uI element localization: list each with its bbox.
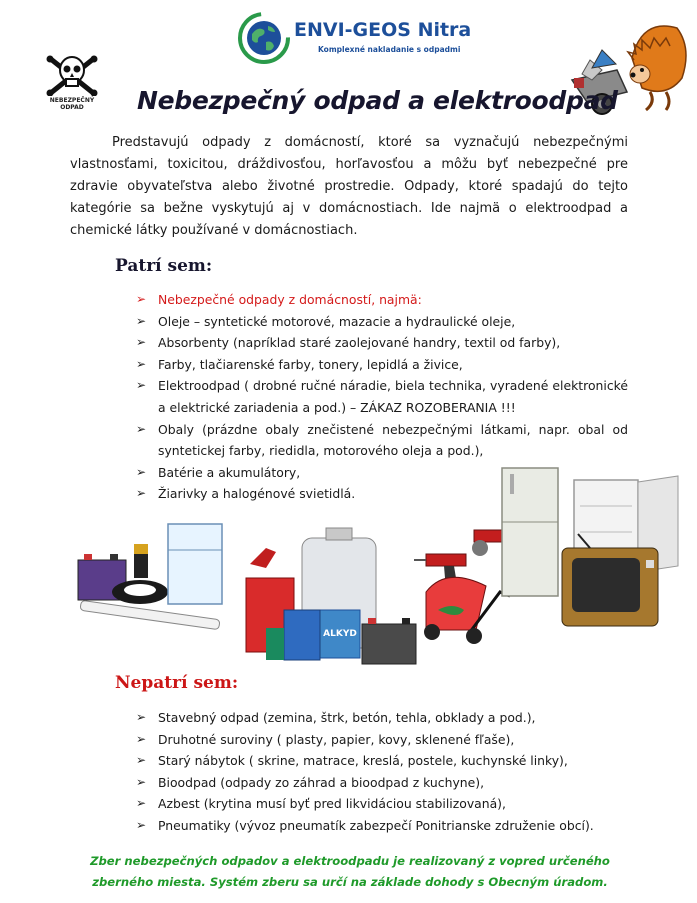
bullet-arrow-icon: ➢ [136,421,147,436]
skull-crossbones-icon [42,52,102,96]
bullet-arrow-icon: ➢ [136,313,147,328]
bullet-arrow-icon: ➢ [136,378,147,393]
bullet-arrow-icon: ➢ [136,796,147,811]
lawn-mower-icon [424,577,510,644]
page-title: Nebezpečný odpad a elektroodpad [137,86,618,115]
paint-can-icon [320,610,360,658]
bullet-arrow-icon: ➢ [136,731,147,746]
car-battery-icon [362,618,416,664]
television-icon [562,534,658,626]
bullet-arrow-icon: ➢ [136,292,147,306]
bullet-arrow-icon: ➢ [136,356,147,371]
list-item: ➢ Absorbenty (napríklad staré zaolejované handry, textil od farby), [136,332,628,354]
belongs-heading: Patrí sem: [115,256,213,276]
not-belongs-list [136,707,626,837]
footer-note: Zber nebezpečných odpadov a elektroodpadu je realizovaný z vopred určeného zberného miesta. Systém zberu sa určí na základe dohody s Obecným úradom. [90,854,610,889]
small-fridge-icon [168,524,222,604]
list-item: ➢ Žiarivky a halogénové svietidlá. [136,483,628,505]
jerrycan-icon [284,610,320,660]
brand-tagline: Komplexné nakladanie s odpadmi [318,45,461,54]
intro-paragraph: Predstavujú odpady z domácností, ktoré sa vyznačujú nebezpečnými vlastnosťami, toxicitou, dráždivosťou, horľavosťou a môžu byť nebezpečné pre zdravie obyvateľstva alebo životné prostredie. Odpady, ktoré spadajú do tejto kategórie sa bežne vyskytujú aj v domácnostiach. Ide najmä o elektroodpad a chemické látky používané v domácnostiach. [70,135,628,238]
container-label: ALKYD [323,629,357,639]
list-item: ➢ Nebezpečné odpady z domácností, najmä: [136,289,628,311]
company-logo [238,12,478,64]
bullet-arrow-icon: ➢ [136,817,147,832]
hazardous-waste-illustration [70,460,692,670]
list-item: ➢ Druhotné suroviny ( plasty, papier, kovy, sklenené fľaše), [136,729,626,751]
list-item: ➢ Stavebný odpad (zemina, štrk, betón, tehla, obklady a pod.), [136,707,626,729]
bullet-arrow-icon: ➢ [136,486,147,501]
hazard-label-line2: ODPAD [60,104,84,111]
globe-logo-icon [238,12,290,64]
bullet-arrow-icon: ➢ [136,753,147,768]
hazard-label-line1: NEBEZPEČNÝ [49,97,95,104]
list-item: ➢ Obaly (prázdne obaly znečistené nebezpečnými látkami, napr. obal od syntetickej farby, riedidla, motorového oleja a pod.), [136,419,628,462]
hazard-symbol [42,52,102,120]
list-item: ➢ Oleje – syntetické motorové, mazacie a hydraulické oleje, [136,311,628,333]
bullet-arrow-icon: ➢ [136,774,147,789]
list-item: ➢ Starý nábytok ( skrine, matrace, kreslá, postele, kuchynské linky), [136,750,626,772]
bullet-arrow-icon: ➢ [136,335,147,350]
list-item: ➢ Batérie a akumulátory, [136,462,628,484]
list-item: ➢ Farby, tlačiarenské farby, tonery, lepidlá a živice, [136,354,628,376]
brand-name: ENVI-GEOS Nitra [294,19,472,41]
list-item: ➢ Azbest (krytina musí byť pred likvidáciou stabilizovaná), [136,793,626,815]
not-belongs-heading: Nepatrí sem: [115,673,239,693]
list-item: ➢ Pneumatiky (vývoz pneumatík zabezpečí Ponitrianske združenie obcí). [136,815,626,837]
list-item: ➢ Elektroodpad ( drobné ručné náradie, biela technika, vyradené elektronické a elektrické zariadenia a pod.) – ZÁKAZ ROZOBERANIA !!! [136,375,628,418]
list-item: ➢ Bioodpad (odpady zo záhrad a bioodpad z kuchyne), [136,772,626,794]
refrigerator-icon [502,468,558,596]
bullet-arrow-icon: ➢ [136,710,147,724]
bullet-arrow-icon: ➢ [136,464,147,479]
aa-battery-icon [134,544,148,578]
